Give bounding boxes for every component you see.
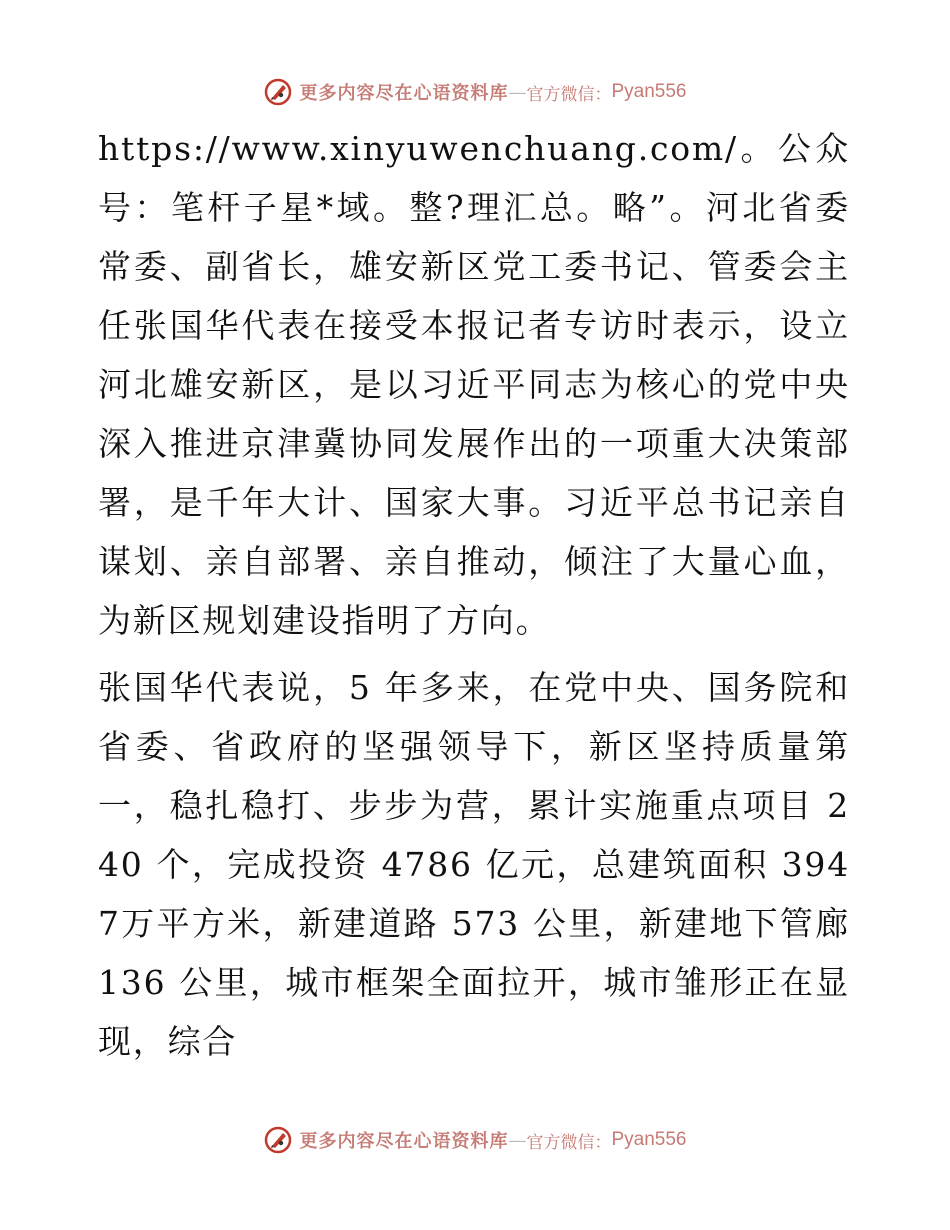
banner-subtitle: 官方微信：: [526, 84, 612, 105]
banner-wechat-id: Pyan556: [611, 81, 687, 102]
brand-logo-icon: [263, 77, 293, 107]
paragraph-1: https://www.xinyuwenchuang.com/。公众号：笔杆子星*域。整?理汇总。略”。河北省委常委、副省长，雄安新区党工委书记、管委会主任张国华代表在接受本报记者专访时表示，设立河北雄安新区，是以习近平同志为核心的党中央深入推进京津冀协同发展作出的一项重大决策部署，是千年大计、国家大事。习近平总书记亲自谋划、亲自部署、亲自推动，倾注了大量心血，为新区规划建设指明了方向。: [98, 129, 850, 640]
banner-separator: —: [508, 1129, 527, 1151]
header-banner: [0, 72, 950, 112]
document-body: [98, 119, 850, 1071]
banner-subtitle: 官方微信：: [526, 1132, 612, 1153]
banner-title: 更多内容尽在心语资料库: [299, 83, 509, 104]
banner-separator: —: [508, 81, 527, 103]
paragraph-2: 张国华代表说，5 年多来，在党中央、国务院和省委、省政府的坚强领导下，新区坚持质量第一，稳扎稳打、步步为营，累计实施重点项目 240 个，完成投资 4786 亿元，总建筑面积 3947万平方米，新建道路 573 公里，新建地下管廊 136 公里，城市框架全面拉开，城市雏形正在显现，综合: [98, 668, 850, 1061]
footer-banner: [0, 1120, 950, 1160]
brand-logo-icon: [263, 1125, 293, 1155]
banner-wechat-id: Pyan556: [611, 1129, 687, 1150]
banner-title: 更多内容尽在心语资料库: [299, 1131, 509, 1152]
